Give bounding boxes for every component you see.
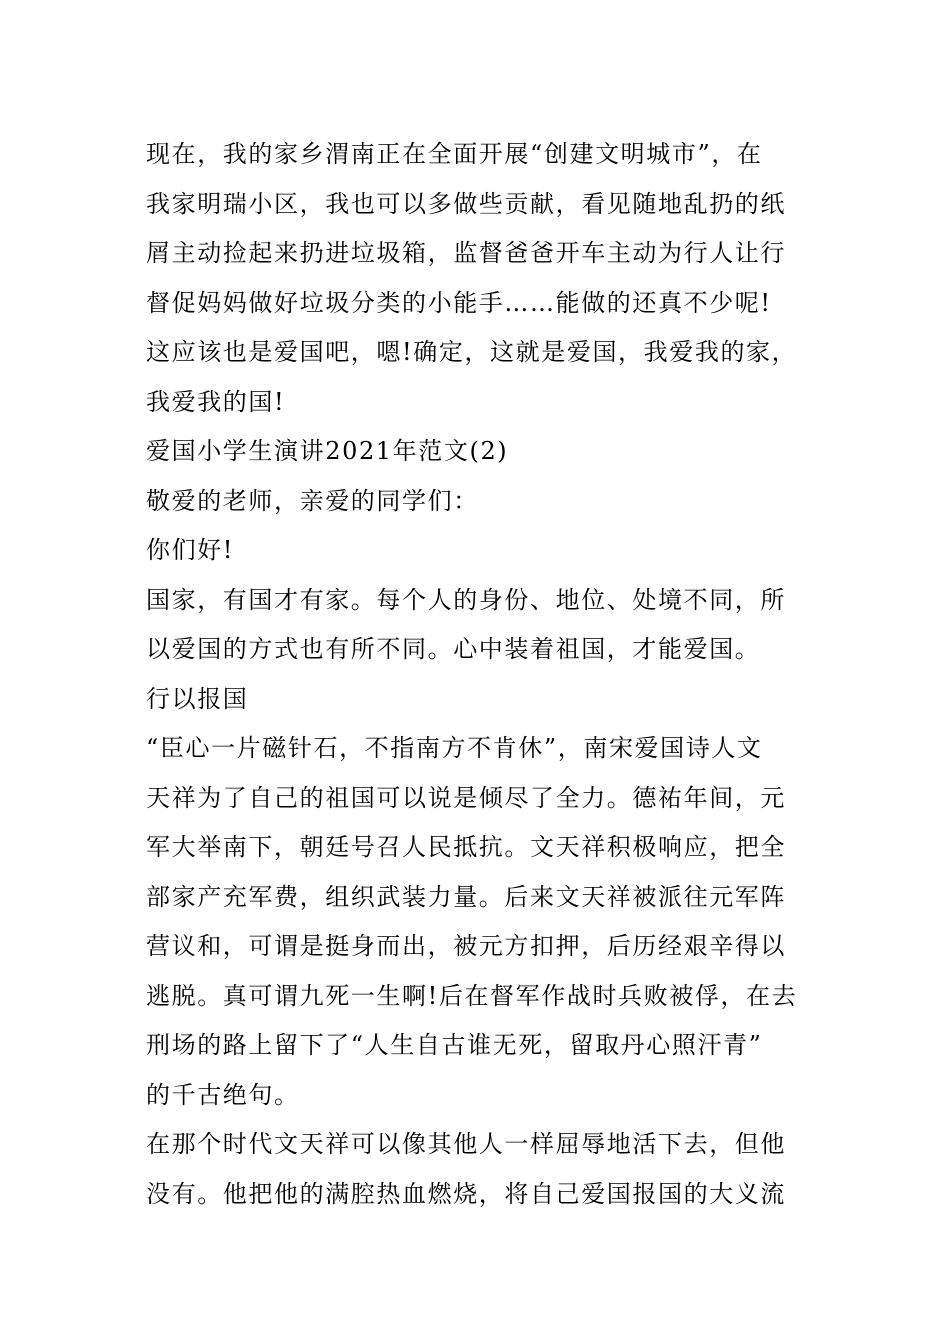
greeting: 你们好! bbox=[146, 536, 235, 564]
text-line: 我家明瑞小区，我也可以多做些贡献，看见随地乱扔的纸 bbox=[146, 189, 786, 218]
text-line: “臣心一片磁针石，不指南方不肯休”，南宋爱国诗人文 bbox=[146, 734, 763, 762]
text-line: 在那个时代文天祥可以像其他人一样屈辱地活下去，但他 bbox=[146, 1130, 786, 1158]
text-line: 这应该也是爱国吧，嗯!确定，这就是爱国，我爱我的家， bbox=[146, 338, 798, 366]
text-line: 的千古绝句。 bbox=[146, 1080, 300, 1109]
section-title: 爱国小学生演讲2021年范文(2) bbox=[146, 437, 509, 465]
text-line: 现在，我的家乡渭南正在全面开展“创建文明城市”，在 bbox=[146, 140, 763, 168]
text-line: 没有。他把他的满腔热血燃烧，将自己爱国报国的大义流 bbox=[146, 1179, 786, 1208]
text-line: 国家，有国才有家。每个人的身份、地位、处境不同，所 bbox=[146, 585, 786, 614]
text-line: 刑场的路上留下了“人生自古谁无死，留取丹心照汗青” bbox=[146, 1031, 763, 1059]
text-line: 军大举南下，朝廷号召人民抵抗。文天祥积极响应，把全 bbox=[146, 833, 786, 861]
text-line: 营议和，可谓是挺身而出，被元方扣押，后历经艰辛得以 bbox=[146, 932, 786, 960]
subheading: 行以报国 bbox=[146, 684, 249, 713]
text-line: 天祥为了自己的祖国可以说是倾尽了全力。德祐年间，元 bbox=[146, 783, 786, 812]
text-line: 督促妈妈做好垃圾分类的小能手……能做的还真不少呢! bbox=[146, 288, 772, 317]
text-line: 逃脱。真可谓九死一生啊!后在督军作战时兵败被俘，在去 bbox=[146, 981, 798, 1010]
text-line: 以爱国的方式也有所不同。心中装着祖国，才能爱国。 bbox=[146, 635, 761, 663]
salutation: 敬爱的老师，亲爱的同学们： bbox=[146, 486, 479, 515]
document-body bbox=[146, 130, 826, 1219]
text-line: 我爱我的国! bbox=[146, 387, 286, 416]
text-line: 屑主动捡起来扔进垃圾箱，监督爸爸开车主动为行人让行 bbox=[146, 239, 786, 267]
text-line: 部家产充军费，组织武装力量。后来文天祥被派往元军阵 bbox=[146, 882, 786, 911]
